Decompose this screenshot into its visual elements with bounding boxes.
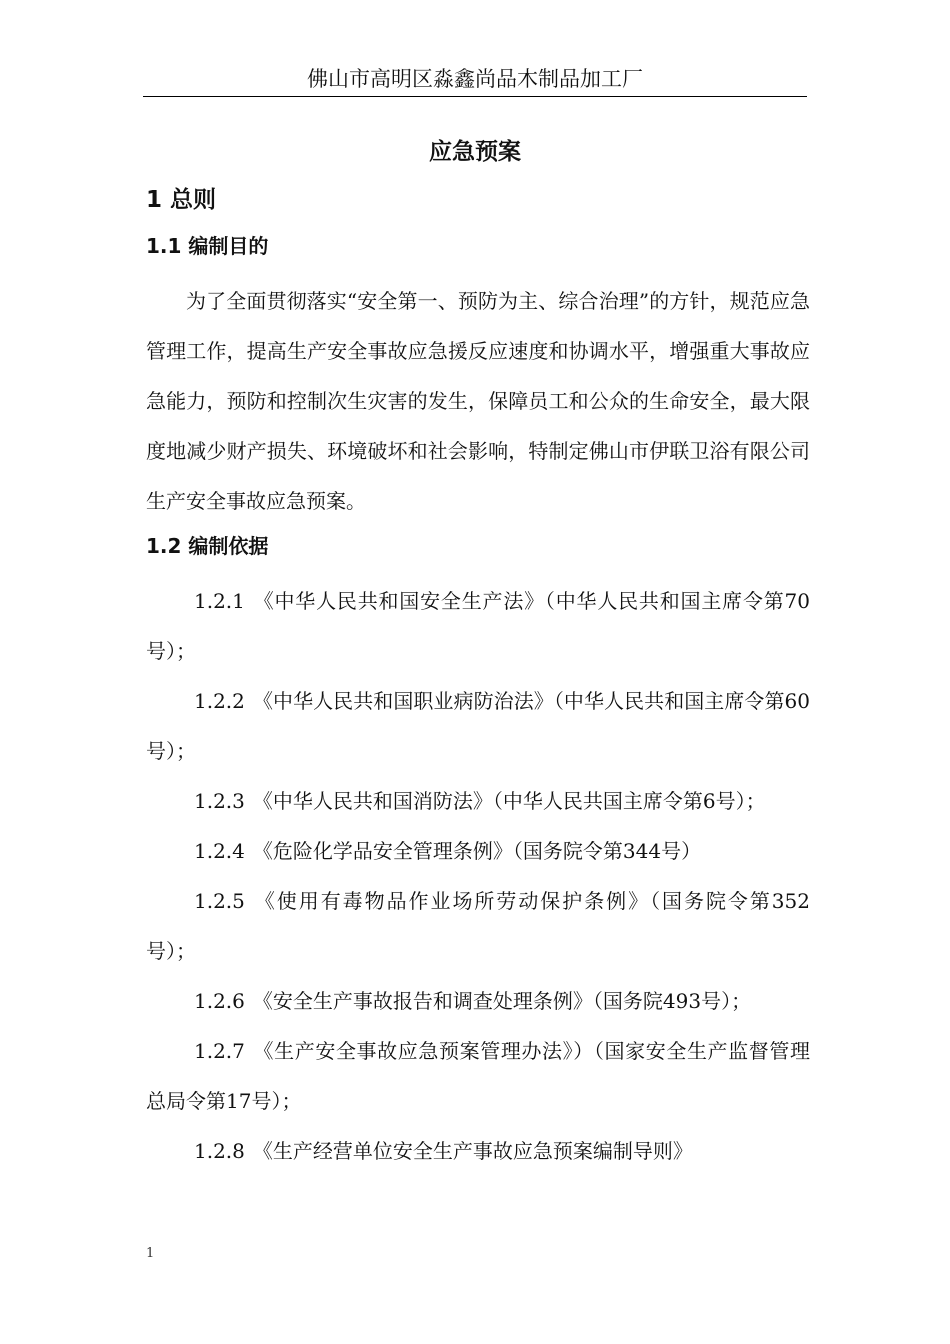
reference-number: 1.2.1 bbox=[194, 589, 245, 613]
reference-text: 《中华人民共和国消防法》（中华人民共国主席令第6号）； bbox=[252, 789, 766, 813]
reference-number: 1.2.4 bbox=[194, 839, 245, 863]
reference-item bbox=[146, 826, 810, 876]
document-title: 应急预案 bbox=[429, 139, 521, 165]
page-number: 1 bbox=[146, 1246, 155, 1261]
reference-number: 1.2.2 bbox=[194, 689, 245, 713]
subsection-heading-purpose: 1.1 编制目的 bbox=[146, 234, 269, 258]
reference-text: 《生产经营单位安全生产事故应急预案编制导则》 bbox=[252, 1139, 693, 1163]
reference-item bbox=[146, 576, 810, 676]
section-heading: 1 总则 bbox=[146, 187, 217, 213]
reference-list bbox=[146, 576, 810, 1176]
reference-number: 1.2.3 bbox=[194, 789, 245, 813]
reference-item bbox=[146, 976, 810, 1026]
reference-text: 《中华人民共和国安全生产法》（中华人民共和国主席令第70号）； bbox=[146, 589, 810, 663]
document-body bbox=[146, 180, 810, 1176]
purpose-paragraph: 为了全面贯彻落实“安全第一、预防为主、综合治理”的方针，规范应急管理工作，提高生产安全事故应急援反应速度和协调水平，增强重大事故应急能力，预防和控制次生灾害的发生，保障员工和公众的生命安全，最大限度地减少财产损失、环境破坏和社会影响，特制定佛山市伊联卫浴有限公司生产安全事故应急预案。 bbox=[146, 289, 810, 513]
reference-number: 1.2.5 bbox=[194, 889, 245, 913]
reference-item bbox=[146, 776, 810, 826]
reference-text: 《安全生产事故报告和调查处理条例》（国务院493号）； bbox=[252, 989, 752, 1013]
reference-text: 《危险化学品安全管理条例》（国务院令第344号） bbox=[252, 839, 702, 863]
page-header: 佛山市高明区淼鑫尚品木制品加工厂 bbox=[143, 62, 807, 97]
reference-number: 1.2.8 bbox=[194, 1139, 245, 1163]
reference-item bbox=[146, 1126, 810, 1176]
reference-text: 《中华人民共和国职业病防治法》（中华人民共和国主席令第60号）； bbox=[146, 689, 810, 763]
reference-text: 《使用有毒物品作业场所劳动保护条例》（国务院令第352号）； bbox=[146, 889, 810, 963]
reference-number: 1.2.6 bbox=[194, 989, 245, 1013]
reference-text: 《生产安全事故应急预案管理办法》）（国家安全生产监督管理总局令第17号）； bbox=[146, 1039, 810, 1113]
reference-item bbox=[146, 1026, 810, 1126]
reference-item bbox=[146, 876, 810, 976]
subsection-heading-basis: 1.2 编制依据 bbox=[146, 534, 269, 558]
reference-number: 1.2.7 bbox=[194, 1039, 245, 1063]
reference-item bbox=[146, 676, 810, 776]
